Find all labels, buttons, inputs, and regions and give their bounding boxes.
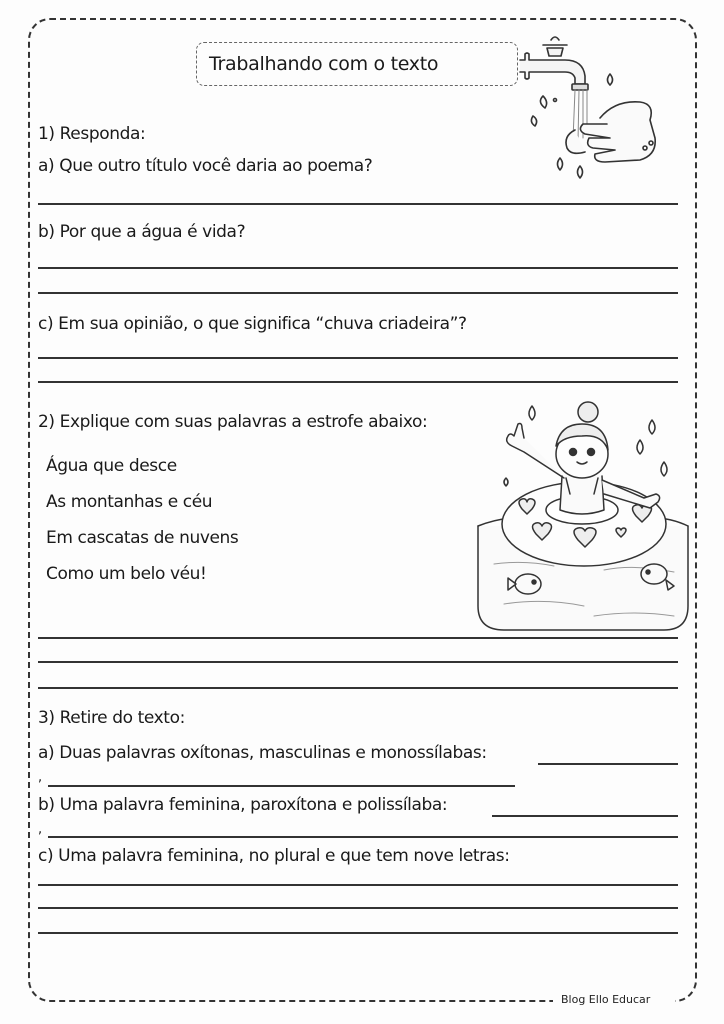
answer-line[interactable]: [38, 907, 678, 909]
question-1a: a) Que outro título você daria ao poema?: [38, 156, 373, 176]
title-box: [196, 42, 518, 86]
question-3a: a) Duas palavras oxítonas, masculinas e monossílabas:: [38, 743, 487, 763]
question-3c: c) Uma palavra feminina, no plural e que tem nove letras:: [38, 846, 510, 866]
section2-heading: 2) Explique com suas palavras a estrofe abaixo:: [38, 412, 428, 432]
answer-line[interactable]: [38, 357, 678, 359]
poem-line: Em cascatas de nuvens: [46, 528, 239, 548]
continuation-comma: ,: [38, 822, 42, 837]
answer-line[interactable]: [38, 661, 678, 663]
poem-line: Como um belo véu!: [46, 564, 207, 584]
answer-line[interactable]: [38, 637, 678, 639]
continuation-comma: ,: [38, 770, 42, 785]
question-3b: b) Uma palavra feminina, paroxítona e polissílaba:: [38, 795, 448, 815]
answer-blank[interactable]: [492, 815, 678, 817]
poem-line: As montanhas e céu: [46, 492, 213, 512]
answer-line[interactable]: [38, 687, 678, 689]
answer-line[interactable]: [38, 292, 678, 294]
answer-line[interactable]: [38, 932, 678, 934]
answer-line[interactable]: [38, 381, 678, 383]
question-1c: c) Em sua opinião, o que significa “chuva criadeira”?: [38, 314, 467, 334]
faucet-handwashing-icon: [515, 30, 690, 180]
poem-line: Água que desce: [46, 456, 177, 476]
answer-line[interactable]: [38, 267, 678, 269]
answer-line[interactable]: [38, 203, 678, 205]
section1-heading: 1) Responda:: [38, 124, 146, 144]
question-1b: b) Por que a água é vida?: [38, 222, 246, 242]
section3-heading: 3) Retire do texto:: [38, 708, 185, 728]
answer-line[interactable]: [48, 836, 678, 838]
girl-swim-ring-icon: [474, 394, 692, 634]
answer-blank[interactable]: [538, 763, 678, 765]
footer-credit: Blog Ello Educar: [561, 993, 651, 1006]
answer-line[interactable]: [48, 785, 515, 787]
page-title: Trabalhando com o texto: [209, 53, 439, 75]
answer-line[interactable]: [38, 884, 678, 886]
